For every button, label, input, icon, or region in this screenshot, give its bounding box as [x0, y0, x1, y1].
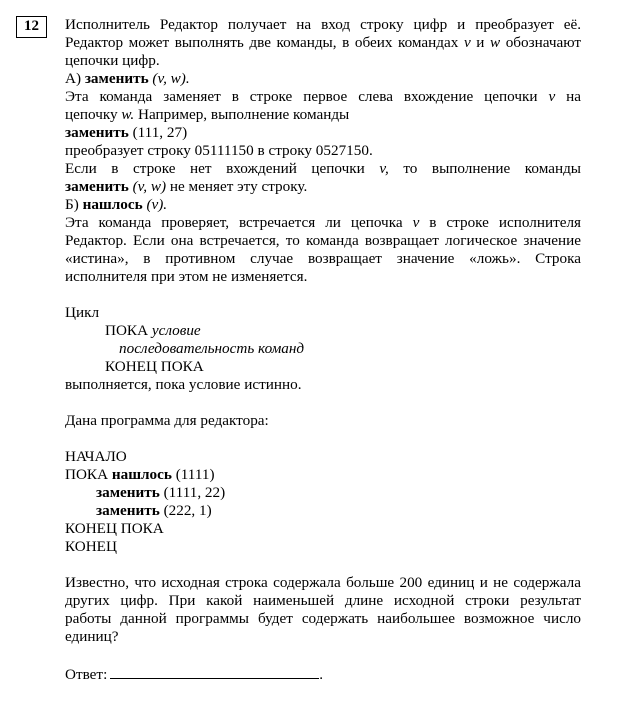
cmd-a-desc-1: Эта команда заменяет в строке первое слева вхождение цепочки v на: [65, 88, 582, 105]
program-replace-1: заменить (1111, 22): [96, 484, 226, 501]
answer-row: Ответ: .: [65, 666, 324, 683]
question-line-2: других цифр. При какой наименьшей длине исходной строки результат: [65, 592, 581, 609]
task-number: 12: [16, 16, 47, 38]
cmd-b-desc-2: Редактор. Если она встречается, то команда возвращает логическое значение: [65, 232, 581, 249]
task-text: [65, 16, 581, 682]
cmd-a-nomatch-1: Если в строке нет вхождений цепочки v, то выполнение команды: [65, 160, 582, 177]
program-end: КОНЕЦ: [65, 538, 117, 555]
intro-line-3: цепочки цифр.: [65, 52, 160, 69]
program-replace-2: заменить (222, 1): [96, 502, 212, 519]
loop-label: Цикл: [65, 304, 100, 321]
question-line-4: единиц?: [65, 628, 119, 645]
loop-end: КОНЕЦ ПОКА: [105, 358, 204, 375]
cmd-a-desc-2: цепочку w. Например, выполнение команды: [65, 106, 350, 123]
intro-line-1: Исполнитель Редактор получает на вход строку цифр и преобразует её.: [65, 16, 581, 33]
cmd-a-example: заменить (111, 27): [65, 124, 188, 141]
loop-note: выполняется, пока условие истинно.: [65, 376, 302, 393]
program-while: ПОКА нашлось (1111): [65, 466, 215, 483]
cmd-b-desc-3: «истина», в противном случае возвращает значение «ложь». Строка: [65, 250, 581, 267]
program-begin: НАЧАЛО: [65, 448, 127, 465]
cmd-b-desc-4: исполнителя при этом не изменяется.: [65, 268, 308, 285]
cmd-a-example-result: преобразует строку 05111150 в строку 0527150.: [65, 142, 373, 159]
cmd-b-heading: Б) нашлось (v).: [65, 196, 168, 213]
question-line-1: Известно, что исходная строка содержала больше 200 единиц и не содержала: [65, 574, 581, 591]
cmd-a-heading: А) заменить (v, w).: [65, 70, 190, 87]
question-line-3: работы данной программы будет содержать наибольшее возможное число: [65, 610, 581, 627]
answer-label: Ответ:: [65, 666, 108, 683]
cmd-a-nomatch-2: заменить (v, w) не меняет эту строку.: [65, 178, 308, 195]
loop-while: ПОКА условие: [105, 322, 201, 339]
program-intro: Дана программа для редактора:: [65, 412, 269, 429]
answer-blank[interactable]: [110, 664, 319, 679]
program-end-while: КОНЕЦ ПОКА: [65, 520, 164, 537]
loop-body: последовательность команд: [119, 340, 305, 357]
intro-line-2: Редактор может выполнять две команды, в обеих командах v и w обозначают: [65, 34, 582, 51]
cmd-b-desc-1: Эта команда проверяет, встречается ли цепочка v в строке исполнителя: [65, 214, 582, 231]
